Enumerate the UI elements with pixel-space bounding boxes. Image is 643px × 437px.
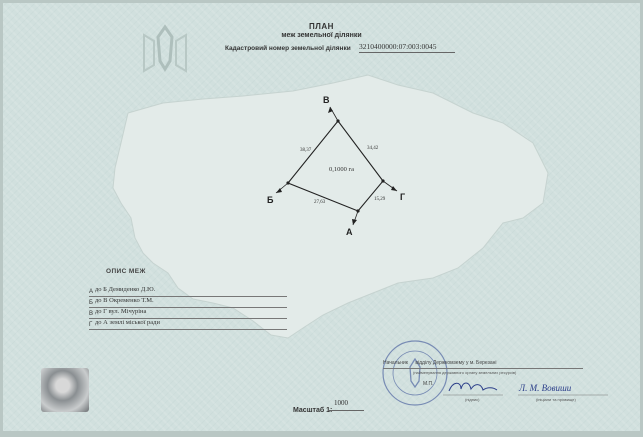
seal-place-label: М.П. bbox=[423, 381, 434, 387]
cadastral-number: 3210400000:07:003:0045 bbox=[359, 42, 437, 51]
edge-length-ag: 15,29 bbox=[374, 197, 386, 202]
boundary-desc: до В Окременко Т.М. bbox=[95, 297, 154, 304]
boundary-from: А bbox=[89, 289, 94, 295]
signature-caption: (підпис) bbox=[465, 397, 480, 402]
edge-length-bv: 38,37 bbox=[300, 148, 312, 153]
boundary-row bbox=[89, 318, 287, 330]
document-title: ПЛАН bbox=[309, 22, 334, 31]
point-label-b: Б bbox=[267, 195, 274, 205]
boundaries-title: ОПИС МЕЖ bbox=[106, 268, 146, 275]
boundary-from: Г bbox=[89, 322, 93, 328]
scale-label: Масштаб 1: bbox=[293, 407, 333, 414]
name-caption: (ініціали та прізвище) bbox=[536, 397, 576, 402]
edge-length-ba: 27,63 bbox=[314, 200, 326, 205]
document-subtitle: меж земельної ділянки bbox=[281, 32, 362, 39]
hologram-sticker bbox=[41, 368, 89, 412]
approval-subcaption: (найменування державного органу земельних ресурсів) bbox=[413, 370, 517, 375]
document-sheet bbox=[3, 3, 640, 431]
scale-value: 1000 bbox=[334, 399, 348, 407]
cadastral-underline bbox=[359, 52, 455, 53]
plot-area: 0,1000 га bbox=[329, 166, 355, 173]
signature-scribble-1 bbox=[449, 383, 497, 391]
boundary-from: В bbox=[89, 311, 94, 317]
approval-line bbox=[383, 368, 583, 369]
boundary-from: Б bbox=[89, 300, 93, 306]
boundary-desc: до А землі міської ради bbox=[95, 319, 160, 326]
point-label-a: А bbox=[346, 227, 353, 237]
approval-label: Начальник відділу Держкомзему у м. Березані bbox=[383, 360, 497, 366]
boundary-desc: до Г вул. Мічуріна bbox=[95, 308, 147, 315]
boundary-desc: до Б Демиденко Д.Ю. bbox=[95, 286, 156, 293]
plot-plan-drawing bbox=[3, 3, 640, 431]
signature-name: Л. М. Вовиши bbox=[519, 383, 572, 393]
cadastral-label: Кадастровий номер земельної ділянки bbox=[225, 45, 351, 52]
point-label-g: Г bbox=[400, 192, 406, 202]
edge-length-vg: 34,42 bbox=[367, 146, 379, 151]
scale-underline bbox=[328, 410, 364, 411]
point-label-v: В bbox=[323, 95, 330, 105]
